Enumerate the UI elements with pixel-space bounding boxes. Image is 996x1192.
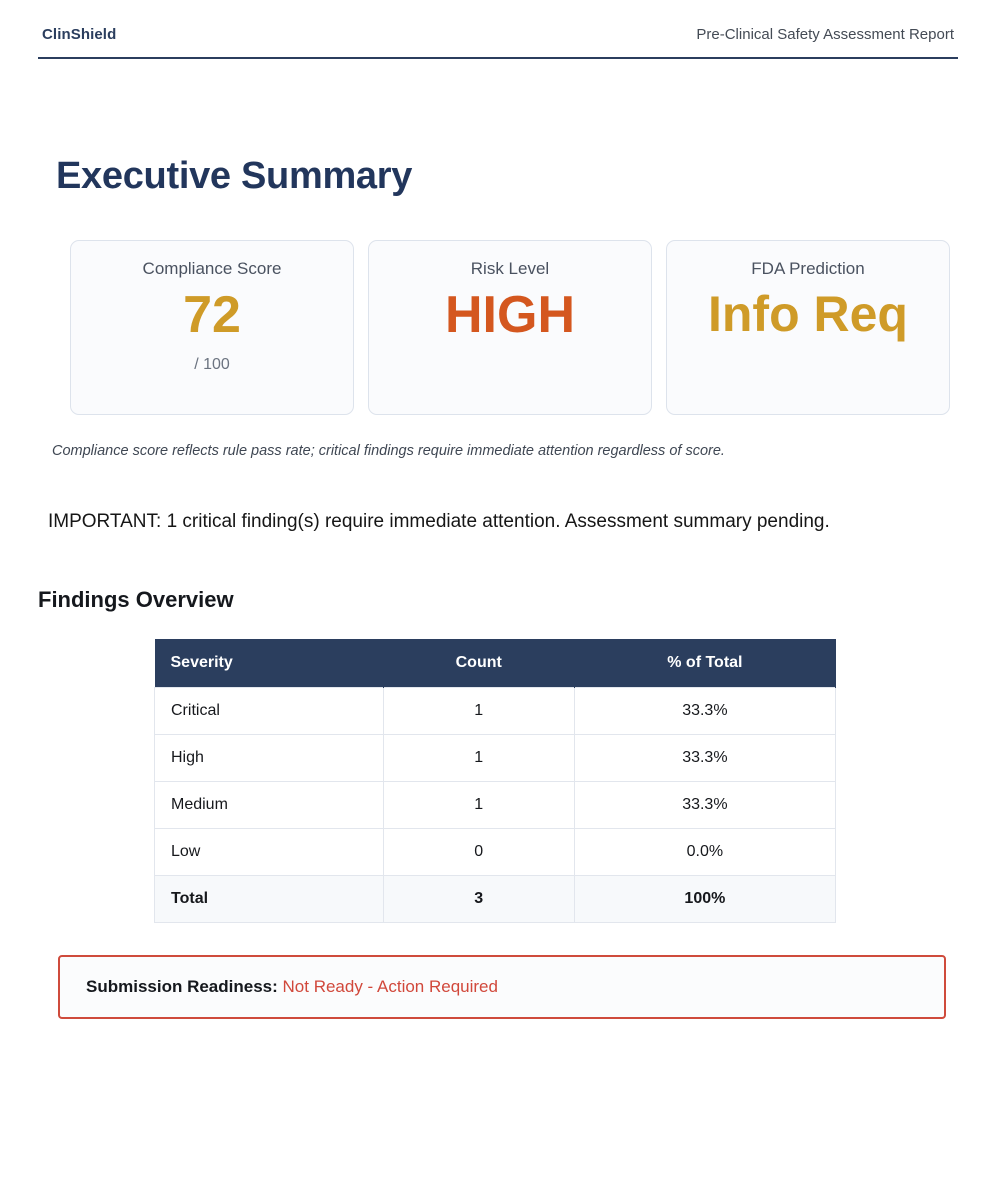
severity-high: High (155, 735, 384, 782)
table-row (155, 782, 836, 829)
brand-name: ClinShield (42, 26, 117, 43)
column-header-percent: % of Total (574, 639, 835, 688)
table-row-total (155, 876, 836, 923)
findings-table (154, 639, 836, 923)
kpi-label: Compliance Score (142, 259, 282, 278)
severity-low: Low (155, 829, 384, 876)
submission-readiness-banner (58, 955, 946, 1019)
kpi-value: HIGH (445, 286, 575, 344)
important-notice: IMPORTANT: 1 critical finding(s) require immediate attention. Assessment summary pending. (48, 511, 830, 532)
severity-critical: Critical (155, 688, 384, 735)
severity-total: Total (155, 876, 384, 923)
findings-table-body (155, 688, 836, 923)
percent-high: 33.3% (574, 735, 835, 782)
percent-critical: 33.3% (574, 688, 835, 735)
findings-table-head (155, 639, 836, 688)
count-total: 3 (383, 876, 574, 923)
kpi-label: FDA Prediction (751, 259, 865, 278)
kpi-label: Risk Level (470, 259, 550, 278)
kpi-value: Info Req (708, 286, 908, 342)
kpi-card-fda-prediction (666, 240, 950, 415)
count-critical: 1 (383, 688, 574, 735)
kpi-subtext: / 100 (194, 356, 230, 374)
document-title: Pre-Clinical Safety Assessment Report (696, 26, 954, 43)
column-header-severity: Severity (155, 639, 384, 688)
table-row (155, 735, 836, 782)
compliance-score-note: Compliance score reflects rule pass rate; critical findings require immediate attention regardless of score. (52, 443, 725, 459)
percent-medium: 33.3% (574, 782, 835, 829)
kpi-card-risk-level (368, 240, 652, 415)
kpi-value: 72 (183, 286, 241, 344)
table-row (155, 688, 836, 735)
table-header-row (155, 639, 836, 688)
kpi-card-row (70, 240, 950, 415)
readiness-label: Submission Readiness: (86, 977, 278, 996)
count-high: 1 (383, 735, 574, 782)
column-header-count: Count (383, 639, 574, 688)
count-medium: 1 (383, 782, 574, 829)
page-title: Executive Summary (56, 155, 413, 197)
severity-medium: Medium (155, 782, 384, 829)
count-low: 0 (383, 829, 574, 876)
percent-low: 0.0% (574, 829, 835, 876)
readiness-value: Not Ready - Action Required (282, 977, 498, 996)
table-row (155, 829, 836, 876)
percent-total: 100% (574, 876, 835, 923)
document-header (38, 26, 958, 59)
kpi-card-compliance-score (70, 240, 354, 415)
section-title-findings: Findings Overview (38, 587, 234, 612)
